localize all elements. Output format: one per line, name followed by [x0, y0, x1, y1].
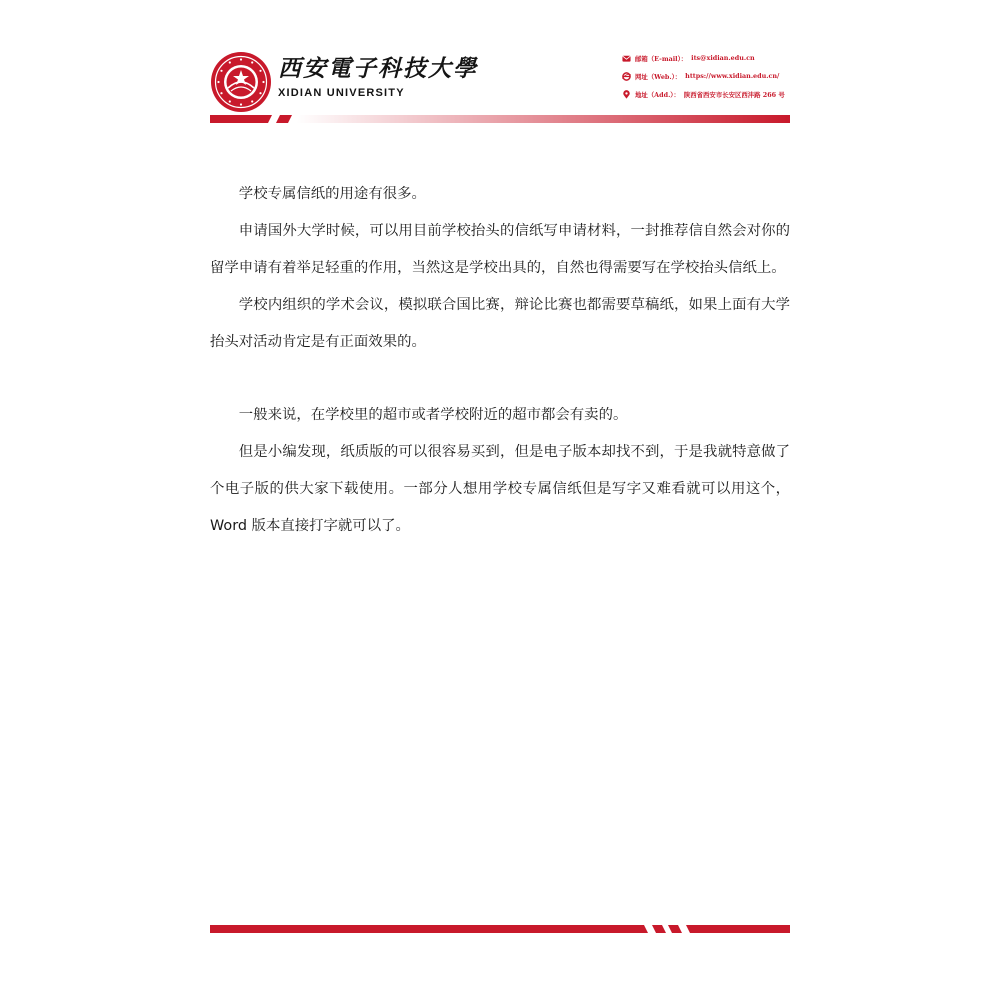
contact-email-label: 邮箱（E-mail）：: [635, 54, 688, 63]
paragraph: 一般来说，在学校里的超市或者学校附近的超市都会有卖的。: [238, 407, 628, 423]
university-seal-icon: [210, 51, 272, 113]
paragraph: 申请国外大学时候，可以用目前学校抬头的信纸写申请材料，一封推荐信自然会对你的留学申请有着举足轻重的作用，当然这是学校出具的，自然也得需要写在学校抬头信纸上。: [210, 223, 790, 276]
web-icon: [622, 72, 631, 81]
university-brand: [278, 55, 478, 99]
university-name-chinese: 西安電子科技大學: [278, 55, 478, 82]
contact-web: [622, 67, 790, 85]
section-spacer: [210, 361, 790, 397]
paragraph: 但是小编发现，纸质版的可以很容易买到，但是电子版本却找不到，于是我就特意做了个电子版的供大家下载使用。一部分人想用学校专属信纸但是写字又难看就可以用这个，Word 版本直接打字就可以了。: [210, 444, 790, 534]
email-icon: [622, 54, 631, 63]
contact-address: [622, 85, 790, 103]
contact-web-value[interactable]: https://www.xidian.edu.cn/: [685, 72, 780, 80]
contact-address-label: 地址（Add.）：: [635, 90, 680, 99]
contact-web-label: 网址（Web.）：: [635, 72, 682, 81]
letter-body: [210, 176, 790, 545]
letterhead-header: [210, 45, 790, 125]
footer-divider: [210, 925, 790, 933]
paragraph: 学校内组织的学术会议，模拟联合国比赛，辩论比赛也都需要草稿纸，如果上面有大学抬头对活动肯定是有正面效果的。: [210, 297, 790, 350]
contact-address-value: 陕西省西安市长安区西沣路 266 号: [683, 90, 785, 99]
location-icon: [622, 90, 631, 99]
contact-email-value[interactable]: its@xidian.edu.cn: [691, 54, 755, 62]
contact-email: [622, 49, 790, 67]
paragraph: 学校专属信纸的用途有很多。: [238, 186, 426, 202]
contact-block: [622, 49, 790, 103]
header-divider: [210, 115, 790, 123]
university-name-english: XIDIAN UNIVERSITY: [278, 87, 405, 99]
